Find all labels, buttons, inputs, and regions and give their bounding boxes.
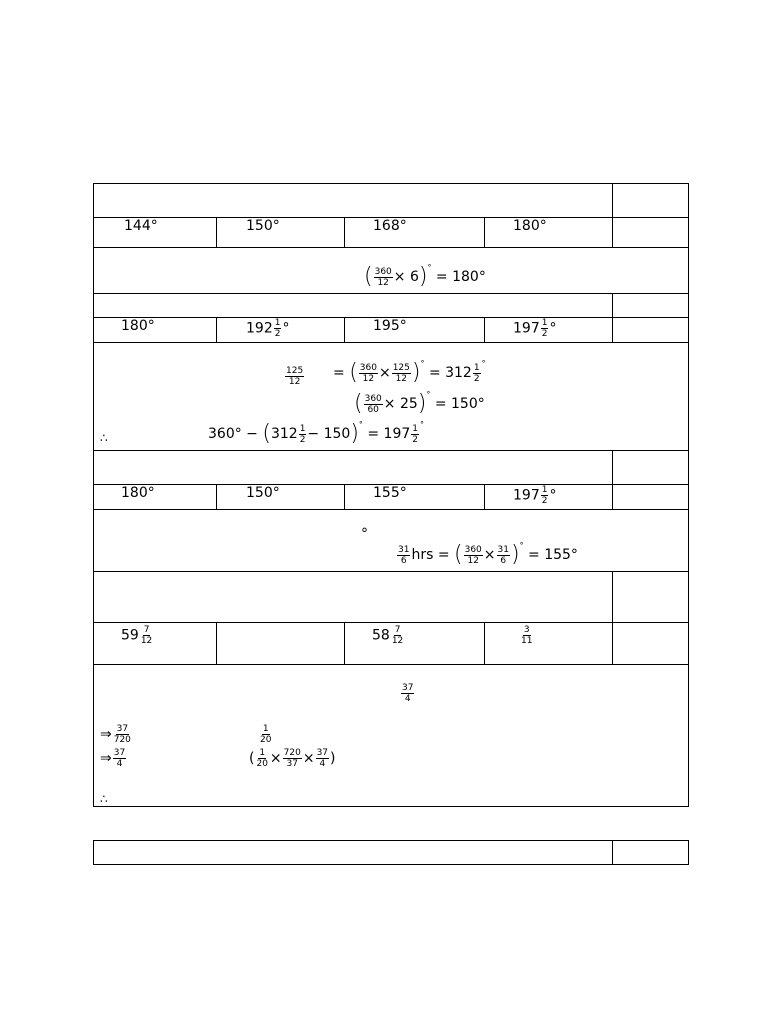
q4-solution-implies-1: ⇒ $\frac{37}{720}$ bbox=[100, 724, 131, 745]
col-divider bbox=[484, 217, 485, 247]
col-divider bbox=[484, 484, 485, 509]
q2-solution-line2: ( $\frac{360}{60}$ × 25)° = 150° bbox=[354, 390, 485, 416]
col-divider bbox=[216, 217, 217, 247]
q4-solution-side: $\frac{1}{20}$ bbox=[260, 724, 272, 745]
col-divider bbox=[344, 622, 345, 664]
q1-option-b: 150° bbox=[246, 218, 280, 234]
col-divider bbox=[216, 484, 217, 509]
q1-option-a: 144° bbox=[124, 218, 158, 234]
col-divider bbox=[612, 293, 613, 342]
q1-option-c: 168° bbox=[373, 218, 407, 234]
q3-option-d: 197 $\frac{1}{2}$ ° bbox=[513, 485, 557, 506]
q2-solution-lead: $\frac{125}{12}$ bbox=[286, 366, 304, 387]
col-divider bbox=[344, 484, 345, 509]
row-divider bbox=[93, 342, 689, 343]
q3-solution: $\frac{31}{6}$ hrs = ( $\frac{360}{12}$ × $\frac{31}{6}$ )° = 155° bbox=[398, 541, 578, 567]
q4-option-c: 58 $\frac{7}{12}$ bbox=[372, 625, 404, 646]
col-divider bbox=[344, 217, 345, 247]
footer-table bbox=[93, 840, 689, 865]
q2-solution-line1: = ( $\frac{360}{12}$ × $\frac{125}{12}$ )° = 312 $\frac{1}{2}$ ° bbox=[333, 359, 486, 385]
q2-option-c: 195° bbox=[373, 318, 407, 334]
row-divider bbox=[93, 293, 689, 294]
row-divider bbox=[93, 664, 689, 665]
col-divider bbox=[612, 571, 613, 664]
therefore-symbol: ∴ bbox=[100, 792, 108, 806]
row-divider bbox=[93, 622, 689, 623]
q4-solution-implies-2: ⇒ $\frac{37}{4}$ bbox=[100, 748, 126, 769]
row-divider bbox=[93, 450, 689, 451]
q4-option-a: 59 $\frac{7}{12}$ bbox=[121, 625, 153, 646]
q1-option-d: 180° bbox=[513, 218, 547, 234]
col-divider bbox=[216, 622, 217, 664]
col-divider bbox=[344, 317, 345, 342]
col-divider bbox=[484, 317, 485, 342]
col-divider bbox=[612, 183, 613, 247]
col-divider bbox=[612, 840, 613, 865]
q2-option-a: 180° bbox=[121, 318, 155, 334]
q3-option-b: 150° bbox=[246, 485, 280, 501]
col-divider bbox=[216, 317, 217, 342]
col-divider bbox=[612, 450, 613, 509]
degree-mark: ° bbox=[361, 526, 368, 542]
q3-option-c: 155° bbox=[373, 485, 407, 501]
row-divider bbox=[93, 571, 689, 572]
q4-option-d: $\frac{3}{11}$ bbox=[521, 625, 533, 646]
q1-solution: ( $\frac{360}{12}$ × 6)° = 180° bbox=[364, 263, 486, 289]
col-divider bbox=[484, 622, 485, 664]
therefore-symbol: ∴ bbox=[100, 431, 108, 445]
q2-solution-line3: 360° − (312 $\frac{1}{2}$ − 150)° = 197 $\frac{1}{2}$ ° bbox=[208, 420, 425, 446]
q4-solution-product: ( $\frac{1}{20}$ × $\frac{720}{37}$ × $\frac{37}{4}$ ) bbox=[249, 748, 336, 769]
q2-option-d: 197 $\frac{1}{2}$ ° bbox=[513, 318, 557, 339]
row-divider bbox=[93, 509, 689, 510]
q3-option-a: 180° bbox=[121, 485, 155, 501]
q2-option-b: 192 $\frac{1}{2}$ ° bbox=[246, 318, 290, 339]
row-divider bbox=[93, 247, 689, 248]
q4-solution-top: $\frac{37}{4}$ bbox=[402, 683, 414, 704]
